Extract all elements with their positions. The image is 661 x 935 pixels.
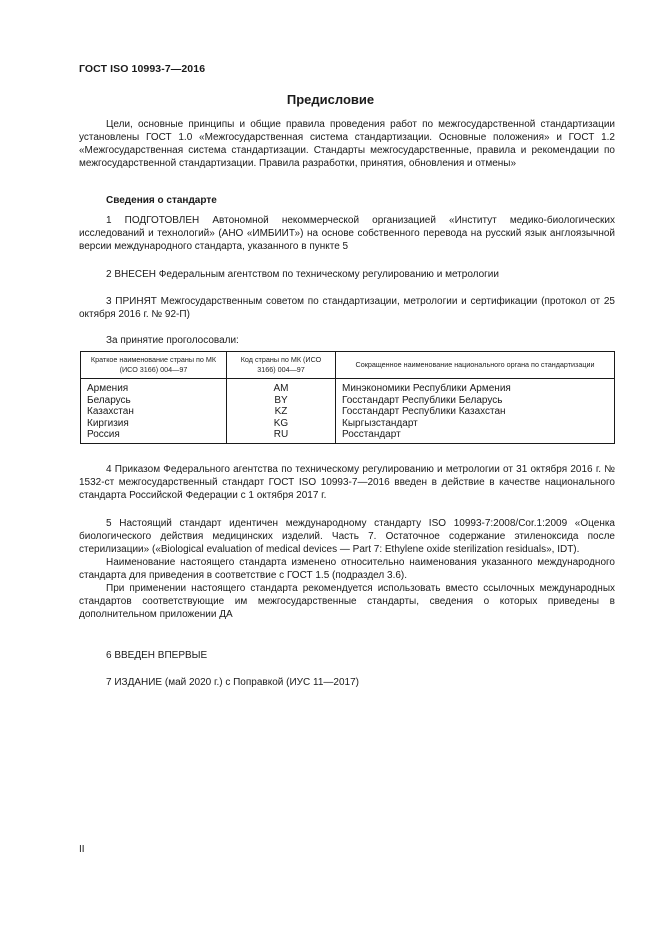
country-cell: Казахстан: [81, 406, 227, 418]
item-4-text: 4 Приказом Федерального агентства по техническому регулированию и метрологии от 31 октября 2016 г. № 1532-ст межгосударственный стандарт ГОСТ ISO 10993-7—2016 введен в действие в качестве национального стандарта Российской Федерации с 1 октября 2017 г.: [79, 464, 615, 501]
country-cell: Россия: [81, 429, 227, 443]
body-cell: Росстандарт: [336, 429, 615, 443]
item-6: [79, 649, 615, 662]
body-cell: Госстандарт Республики Казахстан: [336, 406, 615, 418]
intro-paragraph: [79, 118, 615, 170]
vote-note: За принятие проголосовали:: [106, 335, 239, 346]
item-3: [79, 295, 615, 321]
code-cell: BY: [227, 395, 336, 407]
body-cell: Минэкономики Республики Армения: [336, 379, 615, 395]
item-5-text: 5 Настоящий стандарт идентичен международному стандарту ISO 10993-7:2008/Cor.1:2009 «Оценка биологического действия медицинских изделий. Часть 7. Остаточное содержание этиленоксида после стерилизации» («Biological evaluation of medical devices — Part 7: Ethylene oxide sterilization residuals», IDT).: [79, 518, 615, 555]
item-3-text: 3 ПРИНЯТ Межгосударственным советом по стандартизации, метрологии и сертификации (протокол от 25 октября 2016 г. № 92-П): [79, 296, 615, 320]
table-header-country: Краткое наименование страны по МК (ИСО 3166) 004—97: [81, 352, 227, 379]
item-1-text: 1 ПОДГОТОВЛЕН Автономной некоммерческой организацией «Институт медико-биологических исследований и технологий» (АНО «ИМБИИТ») на основе собственного перевода на русский язык англоязычной версии международного стандарта, указанного в пункте 5: [79, 215, 615, 252]
table-header-body: Сокращенное наименование национального органа по стандартизации: [336, 352, 615, 379]
table-row: [81, 395, 615, 407]
item-6-text: 6 ВВЕДЕН ВПЕРВЫЕ: [106, 650, 208, 661]
code-cell: KG: [227, 418, 336, 430]
body-cell: Кыргызстандарт: [336, 418, 615, 430]
document-header: ГОСТ ISO 10993-7—2016: [79, 63, 206, 75]
country-cell: Беларусь: [81, 395, 227, 407]
intro-text: Цели, основные принципы и общие правила проведения работ по межгосударственной стандартизации установлены ГОСТ 1.0 «Межгосударственная система стандартизации. Основные положения» и ГОСТ 1.2 «Межгосударственная система стандартизации. Стандарты межгосударственные, правила и рекомендации по межгосударственной стандартизации. Правила разработки, принятия, обновления и отмены»: [79, 119, 615, 169]
table-row: [81, 418, 615, 430]
item-7: [79, 676, 615, 689]
item-1: [79, 214, 615, 253]
item-2: [79, 268, 615, 281]
country-cell: Армения: [81, 379, 227, 395]
item-5-paragraph-2: Наименование настоящего стандарта изменено относительно наименования указанного международного стандарта для приведения в соответствие с ГОСТ 1.5 (подраздел 3.6).: [79, 557, 615, 581]
item-7-text: 7 ИЗДАНИЕ (май 2020 г.) с Поправкой (ИУС 11—2017): [106, 677, 359, 688]
table-row: [81, 406, 615, 418]
item-5-paragraph-3: При применении настоящего стандарта рекомендуется использовать вместо ссылочных международных стандартов соответствующие им межгосударственные стандарты, сведения о которых приведены в дополнительном приложении ДА: [79, 583, 615, 620]
code-cell: KZ: [227, 406, 336, 418]
item-2-text: 2 ВНЕСЕН Федеральным агентством по техническому регулированию и метрологии: [106, 269, 499, 280]
table-header-row: [81, 352, 615, 379]
code-cell: AM: [227, 379, 336, 395]
item-5: [79, 517, 615, 621]
page-number: II: [79, 844, 85, 855]
country-cell: Киргизия: [81, 418, 227, 430]
table-row: [81, 429, 615, 443]
code-cell: RU: [227, 429, 336, 443]
section-title: Сведения о стандарте: [106, 195, 217, 206]
table-row: [81, 379, 615, 395]
body-cell: Госстандарт Республики Беларусь: [336, 395, 615, 407]
item-4: [79, 463, 615, 502]
table-header-code: Код страны по МК (ИСО 3166) 004—97: [227, 352, 336, 379]
voting-table: [80, 351, 615, 444]
page-title: Предисловие: [286, 92, 375, 107]
